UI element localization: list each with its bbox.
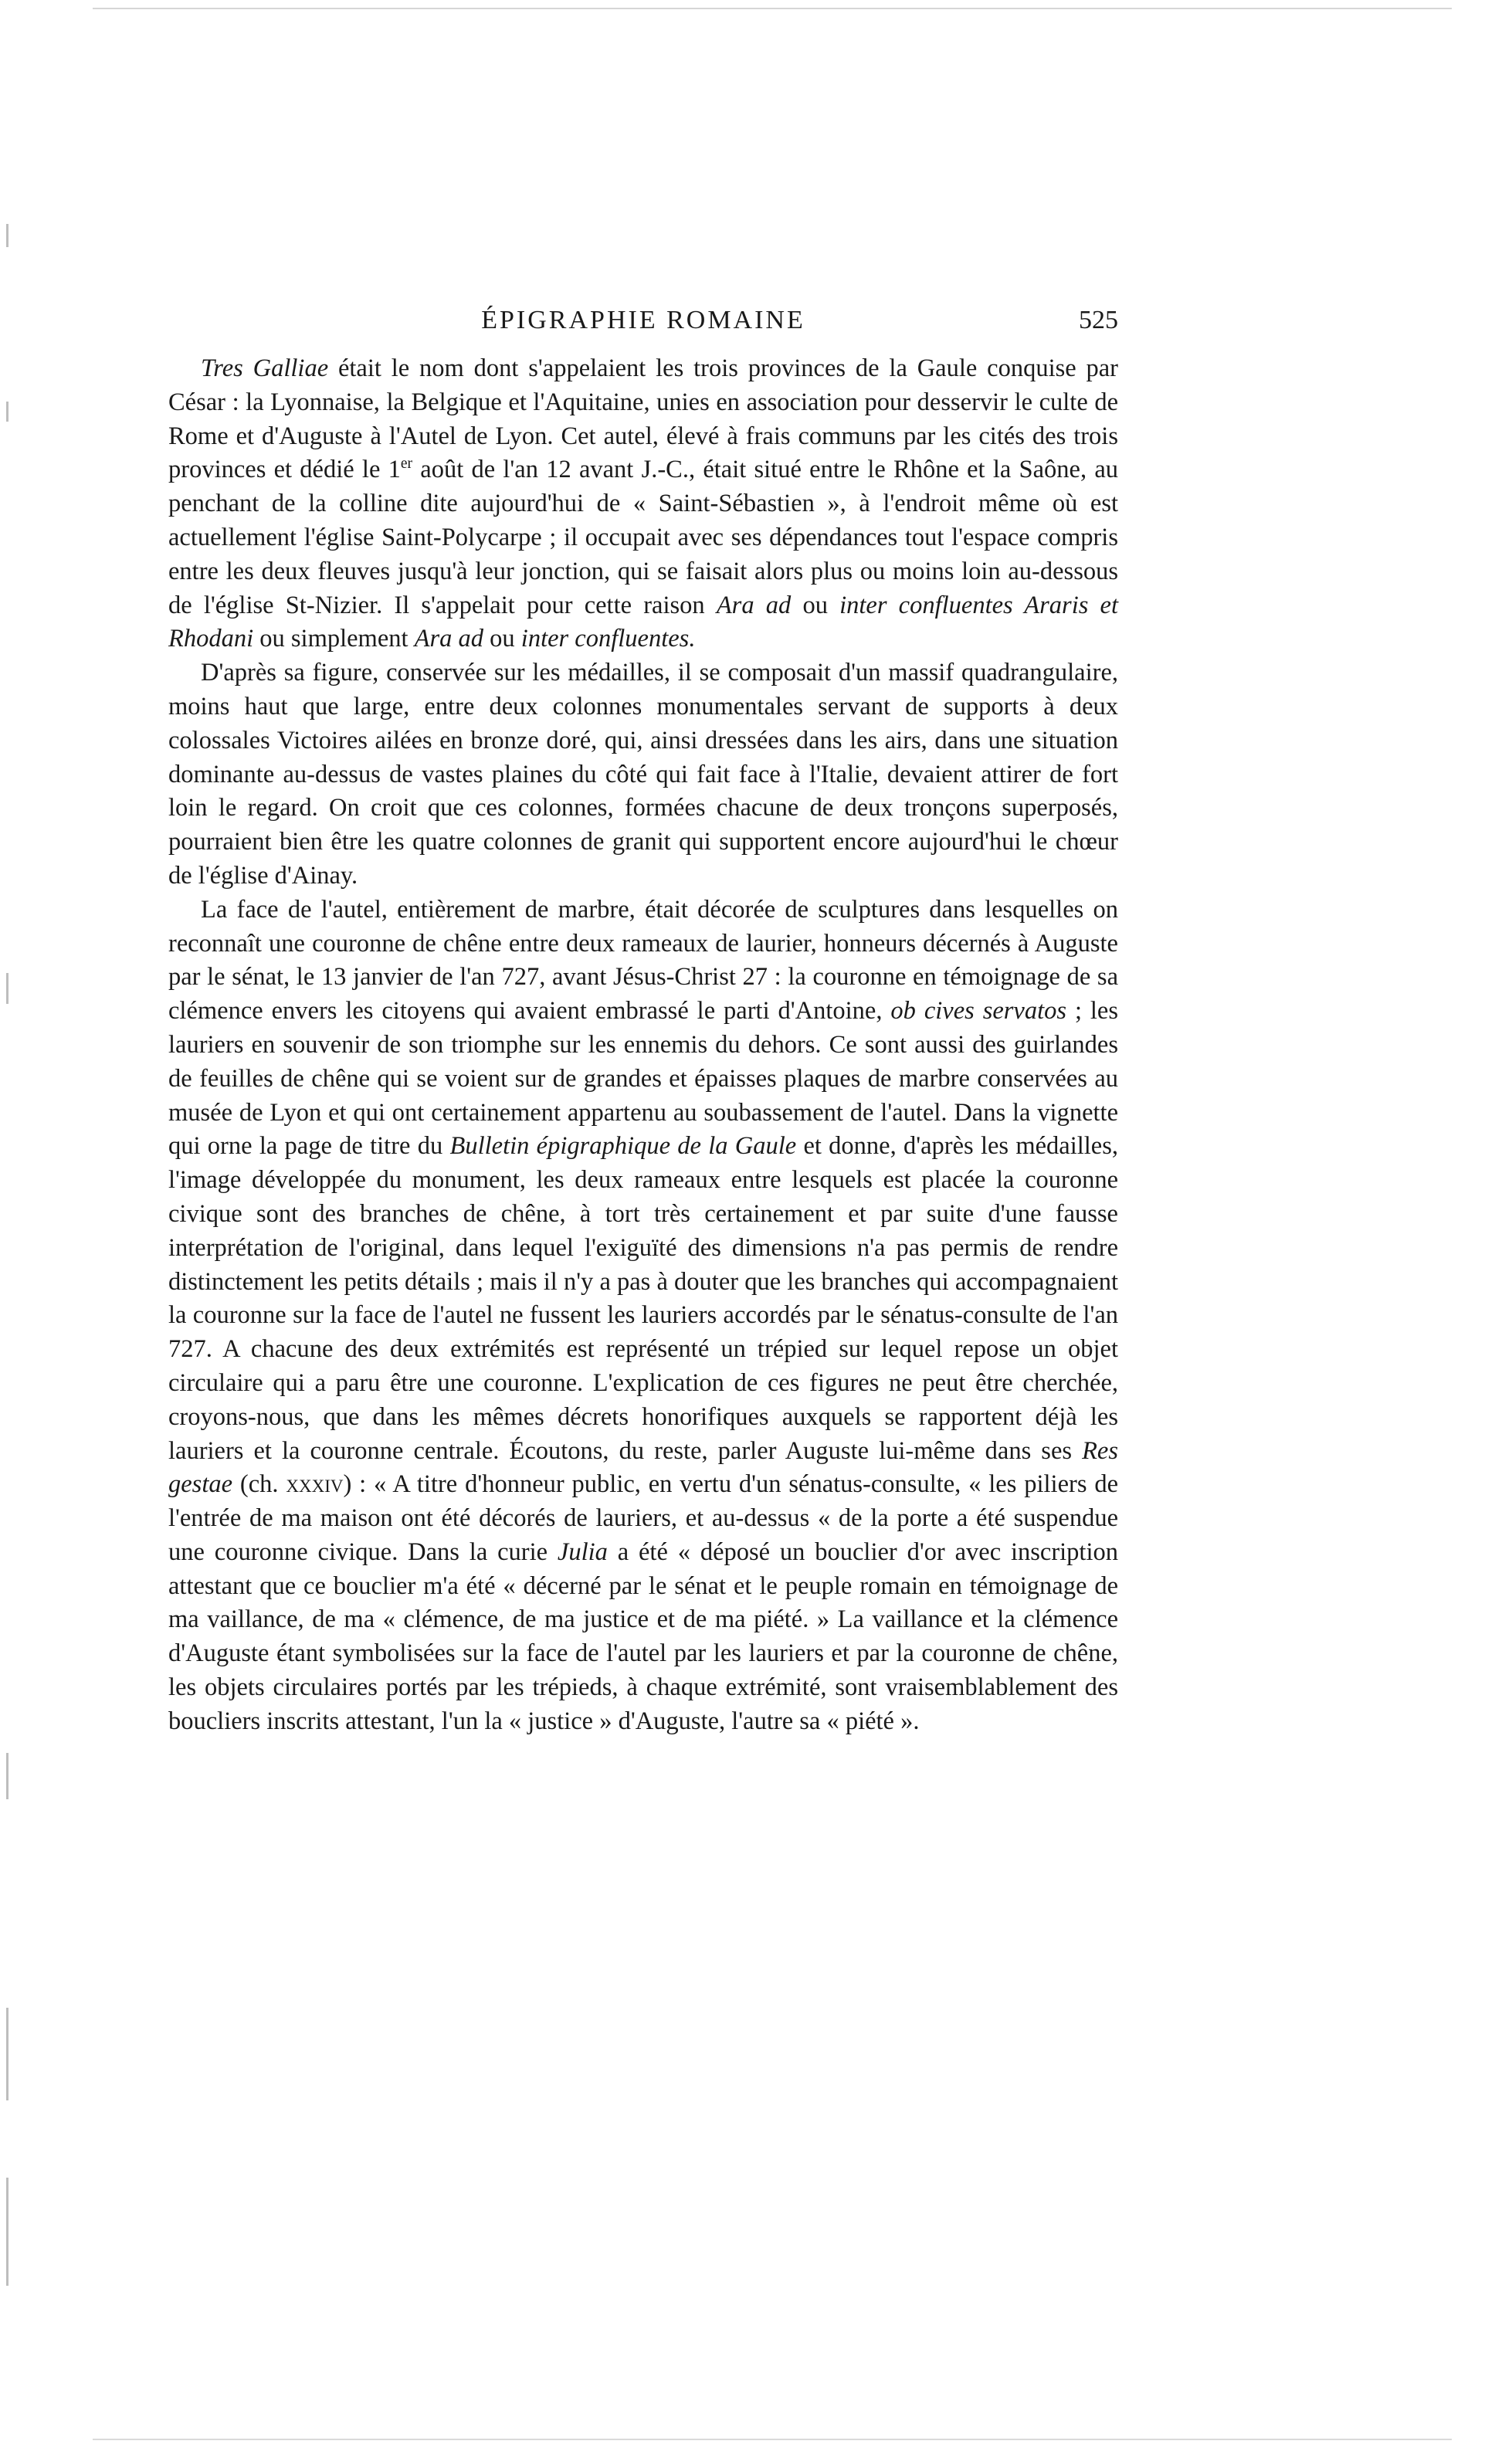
text-italic: ob cives servatos <box>890 997 1067 1025</box>
running-title: ÉPIGRAPHIE ROMAINE <box>481 306 805 334</box>
page-body <box>168 306 1118 1739</box>
running-head <box>168 306 1118 352</box>
text-italic: inter confluentes Araris et Rhodani <box>168 591 1118 653</box>
page-number: 525 <box>1079 306 1118 334</box>
text-run: était le nom dont s'appelaient les trois provinces de la Gaule conquise par César : la Lyonnaise, la Belgique et l'Aquitaine, unies en association pour desservir le culte de Rome et d'Auguste à l'Autel de Lyon. Cet autel, élevé à frais communs par les cités des trois provinces et dédié le 1 <box>168 354 1119 484</box>
text-run: août de l'an 12 avant J.-C., était situé entre le Rhône et la Saône, au penchant de la colline dite aujourd'hui de « Saint-Sébastien », à l'endroit même où est actuellement l'église Saint-Polycarpe ; il occupait avec ses dépendances tout l'espace compris entre les deux fleuves jusqu'à leur jonction, qui se faisait alors plus ou moins loin au-dessous de l'église St-Nizier. Il s'appelait pour cette raison <box>168 456 1119 619</box>
margin-mark <box>6 2008 8 2100</box>
top-scan-rule <box>93 8 1452 9</box>
text-italic: Bulletin épigraphique de la Gaule <box>449 1132 797 1161</box>
text-run: ou <box>791 591 840 619</box>
paragraph-3 <box>168 893 1118 1739</box>
text-run: ; les lauriers en souvenir de son triomphe sur les ennemis du dehors. Ce sont aussi des guirlandes de feuilles de chêne qui se voient sur de grandes et épaisses plaques de marbre conservées au musée de Lyon et qui ont certainement appartenu au soubassement de l'autel. Dans la vignette qui orne la page de titre du <box>168 997 1118 1161</box>
text-italic: Julia <box>557 1537 608 1566</box>
margin-mark <box>6 1753 8 1799</box>
margin-mark <box>6 2178 8 2286</box>
text-italic: Ara ad <box>414 625 484 653</box>
text-italic: Tres Galliae <box>201 354 329 382</box>
text-run: ou <box>483 625 521 653</box>
paragraph-2: D'après sa figure, conservée sur les médailles, il se composait d'un massif quadrangulaire, moins haut que large, entre deux colonnes monumentales servant de supports à deux colossales Victoires ailées en bronze doré, qui, ainsi dressées dans les airs, dans une situation dominante au-dessus de vastes plaines du côté qui fait face à l'Italie, devaient attirer de fort loin le regard. On croit que ces colonnes, formées chacune de deux tronçons superposés, pourraient bien être les quatre colonnes de granit qui supportent encore aujourd'hui le chœur de l'église d'Ainay. <box>168 659 1118 890</box>
text-run: (ch. <box>232 1470 286 1499</box>
text-run: La face de l'autel, entièrement de marbre, était décorée de sculptures dans lesquelles on reconnaît une couronne de chêne entre deux rameaux de laurier, honneurs décernés à Auguste par le sénat, le 13 janvier de l'an 727, avant Jésus-Christ 27 : la couronne en témoignage de sa clémence envers les citoyens qui avaient embrassé le parti d'Antoine, <box>168 895 1118 1025</box>
text-run: ) : « A titre d'honneur public, en vertu d'un sénatus-consulte, « les piliers de l'entrée de ma maison ont été décorés de lauriers, et au-dessus « de la porte a été suspendue une couronne civique. Dans la curie <box>168 1470 1118 1566</box>
margin-mark <box>6 402 8 422</box>
paragraph-1 <box>168 352 1118 656</box>
text-run: a été « déposé un bouclier d'or avec inscription attestant que ce bouclier m'a été « décerné par le sénat et le peuple romain en témoignage de ma vaillance, de ma « clémence, de ma justice et de ma piété. » La vaillance et la clémence d'Auguste étant symbolisées sur la face de l'autel par les lauriers et par la couronne de chêne, les objets circulaires portés par les trépieds, à chaque extrémité, sont vraisemblablement des boucliers inscrits attestant, l'un la « justice » d'Auguste, l'autre sa « piété ». <box>168 1537 1118 1735</box>
text-italic: Res gestae <box>168 1436 1118 1499</box>
margin-mark <box>6 973 8 1004</box>
text-italic: Ara ad <box>716 591 792 619</box>
text-run: et donne, d'après les médailles, l'image développée du monument, les deux rameaux entre lesquels est placée la couronne civique sont des branches de chêne, à tort très certainement et par suite d'une fausse interprétation de l'original, dans lequel l'exiguïté des dimensions n'a pas permis de rendre distinctement les petits détails ; mais il n'y a pas à douter que les branches qui accompagnaient la couronne sur la face de l'autel ne fussent les lauriers accordés par le sénatus-consulte de l'an 727. A chacune des deux extrémités est représenté un trépied sur lequel repose un objet circulaire qui a paru être une couronne. L'explication de ces figures ne peut être cherchée, croyons-nous, que dans les mêmes décrets honorifiques auxquels se rapportent déjà les lauriers et la couronne centrale. Écoutons, du reste, parler Auguste lui-même dans ses <box>168 1132 1118 1465</box>
margin-mark <box>6 224 8 247</box>
text-italic: inter confluentes. <box>520 625 696 653</box>
text-run: ou simplement <box>253 625 415 653</box>
text-small-caps: xxxiv <box>286 1470 344 1499</box>
text-superscript: er <box>400 456 413 473</box>
bottom-scan-rule <box>93 2439 1452 2440</box>
